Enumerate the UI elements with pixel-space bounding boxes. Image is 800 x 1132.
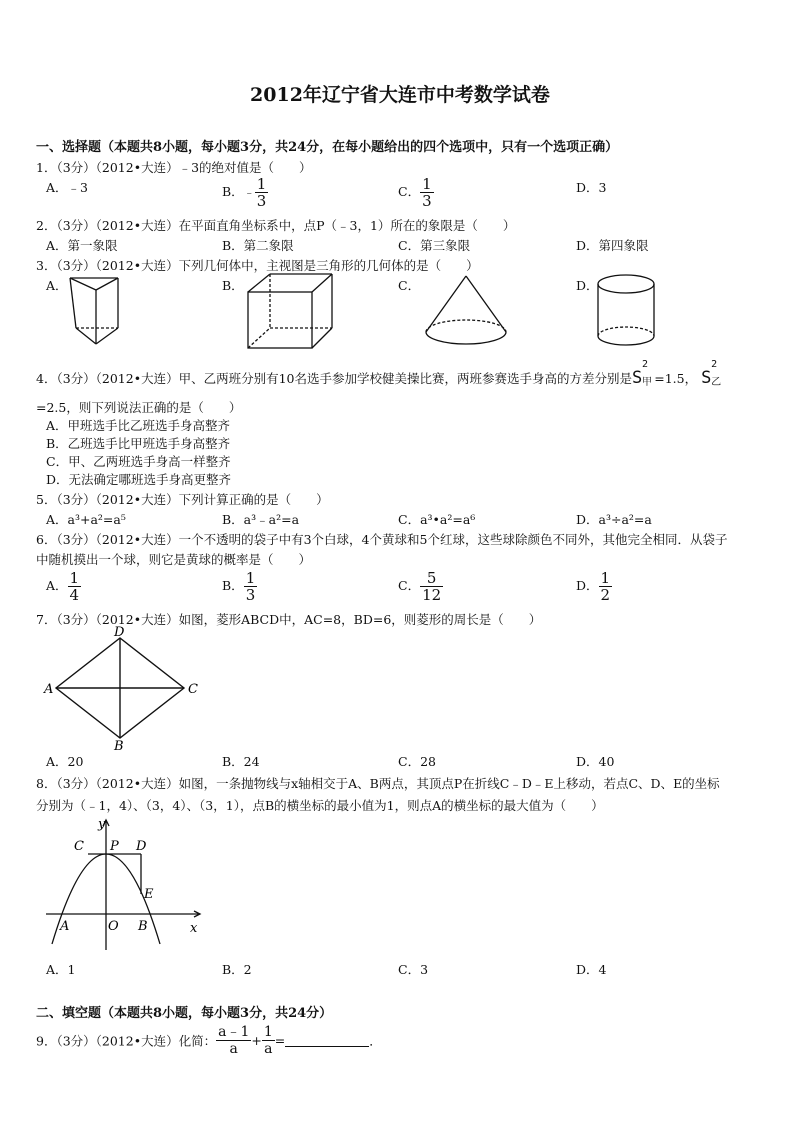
parabola-figure	[40, 812, 210, 952]
q6-option-b-numerator: 1	[245, 569, 256, 587]
parabola-label-a: A	[60, 919, 70, 934]
q6-option-a-denominator: 4	[69, 586, 80, 604]
q1-option-b	[222, 176, 268, 209]
q2-option-c: C．第三象限	[398, 238, 471, 253]
q6-stem-line1: 6．（3分）（2012•大连）一个不透明的袋子中有3个白球，4个黄球和5个红球，这些球除颜色不同外，其他完全相同．从袋子	[36, 532, 728, 547]
q5-option-c: C．a³•a²=a⁶	[398, 512, 476, 527]
q4-variance-jia	[632, 359, 652, 388]
q6-option-c-fraction	[420, 570, 443, 603]
q1-option-c-numerator: 1	[422, 175, 432, 193]
q4-option-c: C．甲、乙两班选手身高一样整齐	[46, 454, 231, 469]
q1-option-b-denominator: 3	[256, 192, 267, 210]
page-title: 2012年辽宁省大连市中考数学试卷	[250, 84, 550, 106]
q4-stem-text: 4．（3分）（2012•大连）甲、乙两班分别有10名选手参加学校健美操比赛，两班参赛选手身高的方差分别是	[36, 371, 632, 386]
q6-option-d-label: D．	[576, 578, 599, 593]
q7-option-d: D．40	[576, 754, 615, 769]
q8-option-c: C．3	[398, 962, 429, 977]
parabola-label-c: C	[74, 839, 84, 854]
q6-option-c-denominator: 12	[422, 586, 442, 604]
triangular-prism-figure	[60, 272, 130, 352]
q1-option-c-label: C．	[398, 184, 421, 199]
rhombus-figure	[40, 624, 210, 750]
rhombus-label-c: C	[188, 682, 198, 697]
q2-option-a: A．第一象限	[46, 238, 118, 253]
q6-option-d-denominator: 2	[600, 586, 611, 604]
q6-stem-line2: 中随机摸出一个球，则它是黄球的概率是（ ）	[36, 552, 312, 567]
q9-fraction-1-numerator: a﹣1	[218, 1024, 250, 1040]
q9-answer-blank	[285, 1034, 369, 1047]
q3-option-d: D．	[576, 278, 599, 293]
q1-option-b-numerator: 1	[256, 175, 267, 193]
parabola-label-b: B	[138, 919, 148, 934]
parabola-label-d: D	[136, 839, 147, 854]
q7-stem: 7．（3分）（2012•大连）如图，菱形ABCD中，AC=8，BD=6，则菱形的周长是（ ）	[36, 612, 542, 627]
q3-option-c: C．	[398, 278, 421, 293]
q9-fraction-2	[262, 1024, 275, 1057]
q6-option-c	[398, 570, 443, 603]
q1-option-c	[398, 176, 434, 209]
q4-variance-jia-symbol: S	[632, 368, 643, 388]
q1-stem: 1．（3分）（2012•大连）﹣3的绝对值是（ ）	[36, 160, 312, 175]
q9-stem: 9．（3分）（2012•大连）化简：	[36, 1033, 217, 1049]
q4-variance-yi-sub: 乙	[711, 377, 722, 388]
q6-option-c-numerator: 5	[420, 570, 443, 587]
q9-fraction-1	[216, 1024, 251, 1057]
q3-option-a: A．	[46, 278, 68, 293]
parabola-label-x: x	[190, 921, 198, 936]
rhombus-label-d: D	[114, 625, 125, 640]
section-fill-in-heading: 二、填空题（本题共8小题，每小题3分，共24分）	[36, 1006, 333, 1021]
q4-variance-yi	[701, 359, 722, 388]
q4-variance-yi-sup: 2	[711, 359, 718, 370]
q1-option-c-fraction	[420, 176, 434, 209]
q1-option-b-fraction	[255, 176, 269, 209]
rhombus-label-b: B	[114, 739, 124, 750]
q9-fraction-2-numerator: 1	[263, 1024, 273, 1040]
q1-option-c-denominator: 3	[422, 192, 432, 210]
q1-option-a: A．﹣3	[46, 180, 88, 195]
q2-stem: 2．（3分）（2012•大连）在平面直角坐标系中，点P（﹣3，1）所在的象限是（ ）	[36, 218, 516, 233]
q4-option-d: D．无法确定哪班选手身高更整齐	[46, 472, 232, 487]
q4-variance-yi-symbol: S	[701, 368, 712, 388]
parabola-label-e: E	[144, 887, 154, 902]
q1-option-b-sign: ﹣	[243, 186, 255, 199]
q5-option-a: A．a³+a²=a⁵	[46, 512, 126, 527]
q6-option-b-denominator: 3	[245, 586, 256, 604]
q8-stem-line1: 8．（3分）（2012•大连）如图，一条抛物线与x轴相交于A、B两点，其顶点P在折线C﹣D﹣E上移动，若点C、D、E的坐标	[36, 776, 720, 791]
cube-figure	[240, 270, 340, 352]
q1-option-d: D．3	[576, 180, 607, 195]
q5-stem: 5．（3分）（2012•大连）下列计算正确的是（ ）	[36, 492, 329, 507]
q4-option-b: B．乙班选手比甲班选手身高整齐	[46, 436, 231, 451]
q4-variance-jia-value: =1.5，	[654, 371, 698, 386]
cone-figure	[416, 272, 516, 354]
q6-option-c-label: C．	[398, 578, 421, 593]
parabola-label-p: P	[110, 839, 119, 854]
q6-option-d-fraction	[599, 570, 613, 603]
parabola-label-y: y	[98, 817, 106, 832]
q6-option-d	[576, 570, 612, 603]
q6-option-a	[46, 570, 81, 603]
q8-option-b: B．2	[222, 962, 252, 977]
q4-variance-jia-sub: 甲	[642, 377, 652, 388]
q6-option-b-label: B．	[222, 578, 244, 593]
cylinder-figure	[592, 270, 662, 354]
q6-option-a-fraction	[68, 570, 82, 603]
q9-equals: =	[274, 1033, 286, 1048]
q6-option-a-numerator: 1	[69, 569, 80, 587]
q4-option-a: A．甲班选手比乙班选手身高整齐	[46, 418, 231, 433]
q6-option-b	[222, 570, 257, 603]
q4-variance-jia-sup: 2	[642, 359, 649, 370]
q8-option-d: D．4	[576, 962, 607, 977]
q4-stem-continued: =2.5，则下列说法正确的是（ ）	[36, 400, 242, 415]
q8-option-a: A．1	[46, 962, 76, 977]
q8-stem-line2: 分别为（﹣1，4）、（3，4）、（3，1），点B的横坐标的最小值为1，则点A的横坐标的最大值为（ ）	[36, 798, 604, 813]
q6-option-d-numerator: 1	[600, 569, 611, 587]
q9-fraction-2-denominator: a	[264, 1041, 273, 1057]
section-choice-heading: 一、选择题（本题共8小题，每小题3分，共24分，在每小题给出的四个选项中，只有一个选项正确）	[36, 140, 619, 155]
q9-fraction-1-denominator: a	[229, 1041, 238, 1057]
q9-end: ．	[369, 1033, 382, 1049]
rhombus-label-a: A	[44, 682, 54, 697]
q3-stem: 3．（3分）（2012•大连）下列几何体中，主视图是三角形的几何体的是（ ）	[36, 258, 479, 273]
parabola-label-o: O	[108, 919, 119, 934]
q1-option-b-label: B．	[222, 184, 244, 199]
q5-option-b: B．a³﹣a²=a	[222, 512, 300, 527]
q6-option-a-label: A．	[46, 578, 68, 593]
q3-option-b: B．	[222, 278, 244, 293]
q2-option-d: D．第四象限	[576, 238, 649, 253]
q9-plus: +	[251, 1033, 262, 1048]
q6-option-b-fraction	[244, 570, 258, 603]
q9-line	[36, 1024, 382, 1057]
q7-option-b: B．24	[222, 754, 260, 769]
q7-option-c: C．28	[398, 754, 436, 769]
q4-stem	[36, 359, 722, 388]
q7-option-a: A．20	[46, 754, 84, 769]
q5-option-d: D．a³÷a²=a	[576, 512, 652, 527]
q2-option-b: B．第二象限	[222, 238, 294, 253]
